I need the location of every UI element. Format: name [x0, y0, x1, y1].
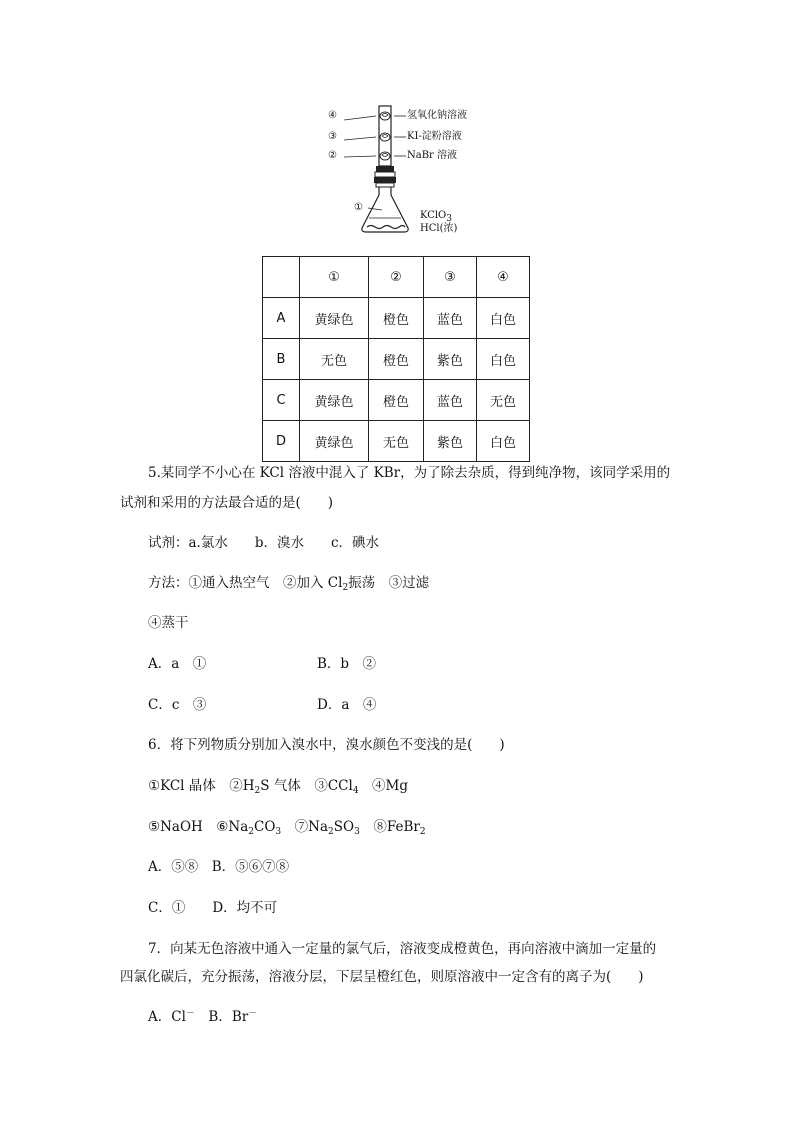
table-cell: 紫色	[424, 339, 477, 380]
table-header-cell: ③	[424, 257, 477, 298]
table-cell: 橙色	[369, 339, 424, 380]
table-row	[263, 421, 530, 462]
flask-number: ①	[354, 202, 363, 213]
q5-option-a: A．a ①	[148, 656, 207, 672]
row-label: B	[263, 339, 300, 380]
q6-options-cd: C．① D．均不可	[148, 900, 278, 916]
reagent-hcl: HCl(浓)	[420, 223, 458, 234]
reagent-kclo3: KClO$_3$	[420, 210, 452, 224]
q6-items-line2: ⑤NaOH $⑥Na_2CO_3$ $⑦Na_2SO_3$ ⑧FeBr$_2$	[148, 819, 426, 837]
apparatus-figure	[330, 100, 490, 240]
table-header-cell: ④	[477, 257, 530, 298]
table-cell: 蓝色	[424, 380, 477, 421]
q6-items-line1: ①KCl 晶体 $②H_2S$ 气体 ③CCl$_4$ ④Mg	[148, 778, 409, 796]
table-header-row	[263, 257, 530, 298]
table-cell: 黄绿色	[300, 421, 369, 462]
q5-methods: 方法：①通入热空气 ②加入 $Cl_2$振荡 ③过滤	[148, 575, 430, 593]
table-cell: 橙色	[369, 380, 424, 421]
table-header-cell: ②	[369, 257, 424, 298]
q5-method4: ④蒸干	[148, 615, 189, 631]
q6-options-ab: A．⑤⑧ B．⑤⑥⑦⑧	[148, 859, 290, 875]
tube4-number: ④	[328, 110, 337, 121]
table-cell: 橙色	[369, 298, 424, 339]
q7-stem-line2: 四氯化碳后，充分振荡，溶液分层，下层呈橙红色，则原溶液中一定含有的离子为( )	[120, 969, 644, 985]
table-cell: 黄绿色	[300, 298, 369, 339]
table-cell: 无色	[477, 380, 530, 421]
answer-color-table	[262, 256, 530, 462]
q6-stem: 6．将下列物质分别加入溴水中，溴水颜色不变浅的是( )	[148, 737, 505, 753]
table-cell: 无色	[300, 339, 369, 380]
tube2-label: NaBr 溶液	[407, 150, 458, 161]
table-header-cell	[263, 257, 300, 298]
table-cell: 黄绿色	[300, 380, 369, 421]
table-cell: 蓝色	[424, 298, 477, 339]
table-row	[263, 339, 530, 380]
q5-reagents: 试剂：a.氯水 b．溴水 c．碘水	[148, 535, 380, 551]
table-cell: 白色	[477, 298, 530, 339]
row-label: C	[263, 380, 300, 421]
q5-option-b: B．b ②	[317, 656, 377, 672]
tube3-number: ③	[328, 131, 337, 142]
q7-stem-line1: 7．向某无色溶液中通入一定量的氯气后，溶液变成橙黄色，再向溶液中滴加一定量的	[148, 941, 657, 957]
row-label: A	[263, 298, 300, 339]
table-cell: 无色	[369, 421, 424, 462]
table-cell: 白色	[477, 339, 530, 380]
table-row	[263, 380, 530, 421]
table-row	[263, 298, 530, 339]
table-cell: 紫色	[424, 421, 477, 462]
row-label: D	[263, 421, 300, 462]
q5-option-d: D．a ④	[317, 697, 377, 713]
q5-stem-line1: 5.某同学不小心在 KCl 溶液中混入了 KBr，为了除去杂质，得到纯净物，该同学采用的	[148, 465, 671, 481]
tube4-label: 氢氧化钠溶液	[407, 110, 467, 121]
table-cell: 白色	[477, 421, 530, 462]
tube2-number: ②	[328, 150, 337, 161]
tube3-label: KI-淀粉溶液	[407, 131, 462, 142]
q5-stem-line2: 试剂和采用的方法最合适的是( )	[120, 495, 334, 511]
table-header-cell: ①	[300, 257, 369, 298]
q5-option-c: C．c ③	[148, 697, 207, 713]
q7-options-ab: A．Cl－ B．Br－	[148, 1009, 258, 1025]
